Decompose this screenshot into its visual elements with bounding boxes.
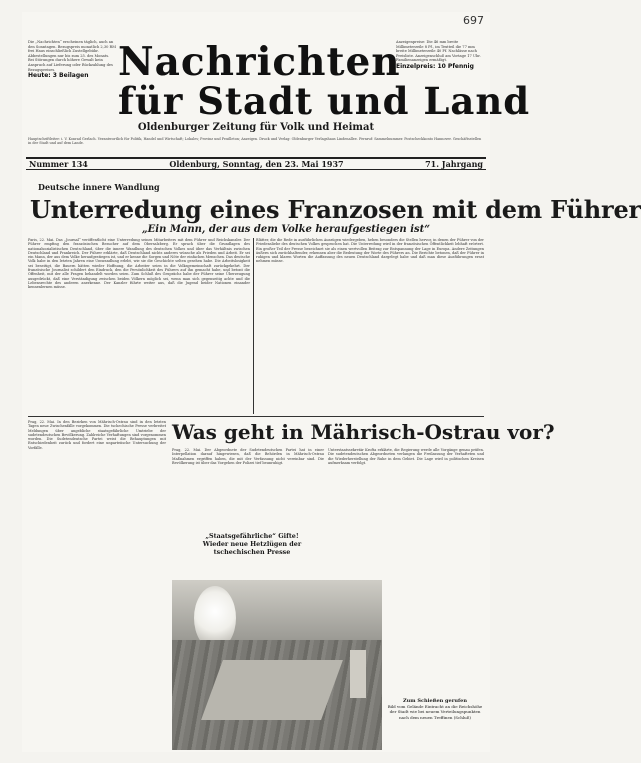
- article-interview-left: Paris, 22. Mai. Das „Journal“ veröffentlicht eine Unterredung seines Mitarbeiters mit dem Führer und Reichskanzler. Der Führer empfing den französischen Besucher auf dem Obersalzberg. Er sprach über die Grundlagen des nationalsozialistischen Deutschland, über die innere Wandlung des deutschen Volkes und über das Verhältnis zwischen Deutschland und Frankreich. Der Führer erklärte, daß Deutschland nichts anderes wünsche als Frieden und Arbeit. Er sei ein Mann, der aus dem Volke heraufgestiegen ist, und er kenne die Sorgen und Nöte der einfachen Menschen. Das deutsche Volk habe in den letzten Jahren eine Umwandlung erlebt, wie sie die Geschichte selten gesehen habe. Die Arbeitslosigkeit sei beseitigt, die Bauern hätten wieder Hoffnung, die Arbeiter seien in die Volksgemeinschaft zurückgekehrt. Der französische Journalist schildert den Eindruck, den die Persönlichkeit des Führers auf ihn gemacht habe, und betont die Offenheit, mit der alle Fragen behandelt worden seien. Zum Schluß des Gesprächs habe der Führer seine Überzeugung ausgedrückt, daß eine Verständigung zwischen beiden Völkern möglich sei, wenn man sich gegenseitig achte und die Lebensrechte des anderen anerkenne. Der Kanzler führte weiter aus, daß die Jugend beider Nationen einander kennenlernen müsse.: [28, 238, 250, 290]
- supplements-note: Heute: 3 Beilagen: [28, 72, 89, 80]
- article-ostrau-mid: Prag, 22. Mai. Der Abgeordnete der Sudetendeutschen Partei hat in einer Interpellation darauf hingewiesen, daß die Behörden in Mährisch-Ostrau Maßnahmen ergriffen haben, die mit der Verfassung nicht vereinbar sind. Die Bevölkerung ist über das Vorgehen der Polizei tief beunruhigt.: [172, 448, 324, 465]
- article-ostrau-right: Unterstaatssekretär Krofta erklärte, die Regierung werde alle Vorgänge genau prüfen. Die sudetendeutschen Abgeordneten verlangen die Freilassung der Verhafteten und die Wiederherstellung der Ruhe in dem Gebiet. Die Lage wird in politischen Kreisen aufmerksam verfolgt.: [328, 448, 484, 465]
- newspaper-page: [22, 12, 641, 752]
- caption-text: Bild vom Gelände Eintracht an die Reichshöhe der Stadt wie bei neuem Verteilungspunkten nach dem neuen Treffinen (Schluß): [387, 704, 483, 720]
- date-bar: [26, 157, 486, 170]
- column-divider: [253, 238, 254, 414]
- horizontal-rule: [28, 416, 484, 417]
- advertising-text: Anzeigenpreise: Die 46 mm breite Millimeterzeile 8 Pf., im Textteil die 77 mm breite Millimeterzeile 40 Pf. Nachlässe nach Preisliste. Anzeigenschluß am Vortage 17 Uhr. Familienanzeigen ermäßigt.: [396, 40, 481, 63]
- issue-date: Oldenburg, Sonntag, den 23. Mai 1937: [169, 159, 344, 169]
- main-headline: Unterredung eines Franzosen mit dem Führer: [30, 195, 641, 224]
- caption-title: Zum Schießen gerufen: [403, 698, 467, 704]
- photo-caption: [386, 698, 484, 720]
- issue-number: Nummer 134: [29, 159, 88, 169]
- article-column-left: Prag, 22. Mai. In den Bezirken von Mährisch-Ostrau sind in den letzten Tagen neue Zwischenfälle vorgekommen. Die tschechische Presse verbreitet Meldungen über angebliche staatsgefährliche Umtriebe der sudetendeutschen Bevölkerung. Zahlreiche Verhaftungen sind vorgenommen worden. Die Sudetendeutsche Partei weist die Behauptungen mit Entschiedenheit zurück und fordert eine unparteiische Untersuchung der Vorfälle.: [28, 420, 166, 450]
- field-area: [201, 660, 343, 720]
- box-headline: „Staatsgefährliche“ Gifte! Wieder neue Hetzlügen der tschechischen Presse: [202, 532, 302, 556]
- second-headline: Was geht in Mährisch-Ostrau vor?: [172, 420, 555, 444]
- section-heading: Deutsche innere Wandlung: [38, 182, 160, 192]
- article-interview-right: Blätter, die die Rede in ausführlichen Auszügen wiedergeben, heben besonders die Stellen hervor, in denen der Führer von der Friedensliebe des deutschen Volkes gesprochen hat. Die Unterredung wird in der französischen Öffentlichkeit lebhaft erörtert. Ein großer Teil der Presse bezeichnet sie als einen wertvollen Beitrag zur Entspannung der Lage in Europa. Andere Zeitungen äußern sich zurückhaltender, erkennen aber die Bedeutung der Worte des Führers an. Die Berichte betonen, daß der Führer in ruhigen und klaren Worten die Auffassung des neuen Deutschland dargelegt habe und daß man diese Ausführungen ernst nehmen müsse.: [256, 238, 484, 264]
- subscription-text: Die „Nachrichten“ erscheinen täglich, auch an den Sonntagen. Bezugspreis monatlich 2,30 RM frei Haus einschließlich Zustellgebühr. Abbestellungen nur bis zum 25. des Monats. Bei Störungen durch höhere Gewalt kein Anspruch auf Lieferung oder Rückzahlung des Bezugspreises.: [28, 40, 116, 72]
- volume-number: 71. Jahrgang: [425, 159, 483, 169]
- tower-building: [350, 650, 366, 698]
- masthead-title: Nachrichten: [118, 39, 401, 85]
- news-photo: [172, 580, 382, 750]
- impressum: Hauptschriftleiter: i. V. Konrad Gerlach. Verantwortlich für Politik, Handel und Wirtschaft; Lokales; Provinz und Feuilleton; Anzeigen. Druck und Verlag: Oldenburger Verlagshaus Lindenallee. Fernruf: Sammelnummer. Postscheckkonto Hannover. Geschäftsstellen in der Stadt und auf dem Lande.: [28, 137, 482, 146]
- masthead-subtitle: Oldenburger Zeitung für Volk und Heimat: [137, 122, 375, 133]
- subscription-box: [28, 40, 116, 90]
- masthead-title-line2: für Stadt und Land: [118, 79, 531, 123]
- main-headline-subtitle: „Ein Mann, der aus dem Volke heraufgestiegen ist“: [141, 224, 430, 235]
- page-number: 697: [463, 14, 484, 27]
- single-price: Einzelpreis: 10 Pfennig: [396, 62, 474, 70]
